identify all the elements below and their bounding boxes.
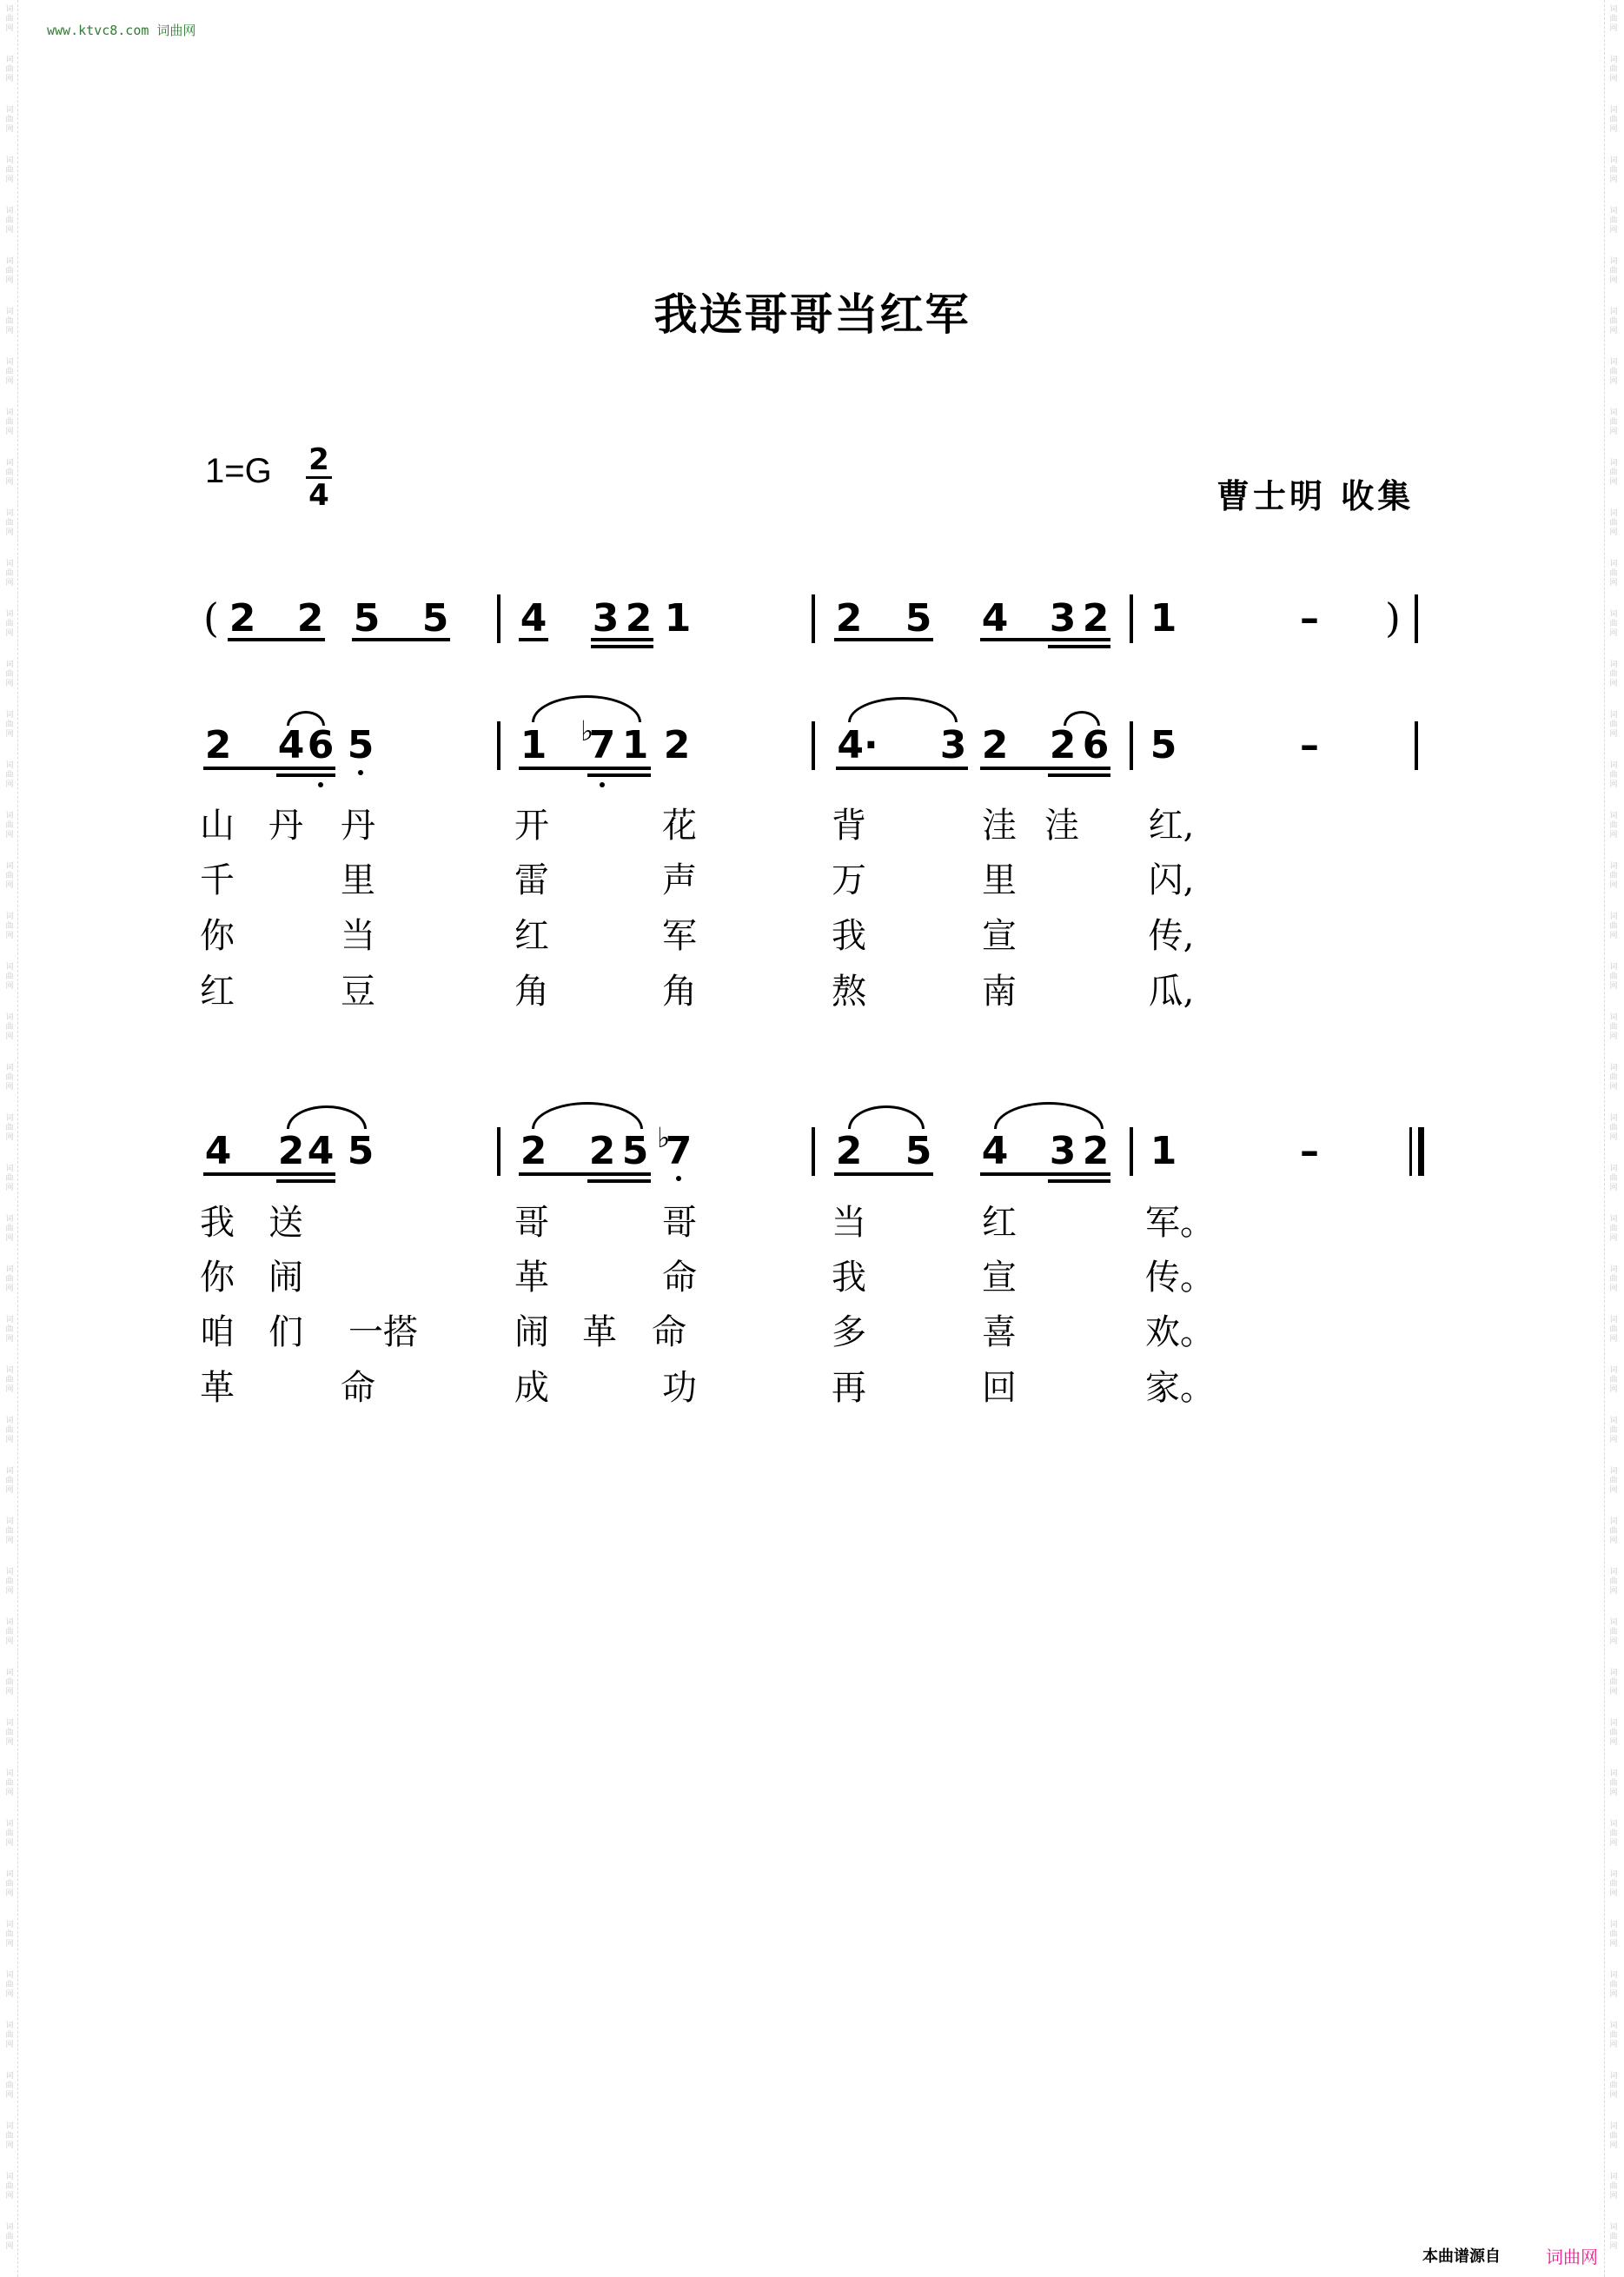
- watermark-text: 词 曲 网: [5, 711, 14, 739]
- lyric: 里: [341, 860, 375, 900]
- note: 4: [307, 1129, 335, 1173]
- watermark-text: 词 曲 网: [1609, 1467, 1618, 1495]
- barline: [497, 594, 500, 643]
- watermark-text: 词 曲 网: [5, 1568, 14, 1596]
- note: 2: [835, 596, 863, 641]
- final-barline-thick: [1418, 1127, 1424, 1176]
- watermark-text: 词 曲 网: [1609, 2122, 1618, 2150]
- watermark-text: 词 曲 网: [5, 761, 14, 789]
- watermark-text: 词 曲 网: [5, 2173, 14, 2201]
- time-bottom: 4: [308, 478, 329, 513]
- watermark-text: 词 曲 网: [5, 1870, 14, 1898]
- watermark-text: 词 曲 网: [5, 459, 14, 487]
- watermark-text: 词 曲 网: [5, 1517, 14, 1545]
- lyric: 再: [832, 1368, 866, 1408]
- lyric: 命: [341, 1368, 375, 1408]
- lyric: 传,: [1148, 916, 1195, 956]
- note: –: [1300, 1129, 1319, 1173]
- watermark-text: 词 曲 网: [5, 1467, 14, 1495]
- lyric: 丹: [341, 806, 375, 846]
- watermark-text: 词 曲 网: [1609, 1215, 1618, 1243]
- open-paren: (: [203, 594, 219, 641]
- barline: [1130, 1127, 1133, 1176]
- lyric: 我: [832, 916, 866, 956]
- watermark-text: 词 曲 网: [1609, 1114, 1618, 1142]
- watermark-text: 词 曲 网: [1609, 106, 1618, 134]
- underline: [1048, 1179, 1110, 1183]
- lyric: 里: [982, 860, 1017, 900]
- lower-octave-dot: [676, 1176, 681, 1181]
- lyric: 回: [982, 1368, 1017, 1408]
- lyric: 成: [514, 1368, 549, 1408]
- watermark-text: 词 曲 网: [1609, 2072, 1618, 2100]
- watermark-text: 词 曲 网: [5, 560, 14, 588]
- tie: [532, 695, 641, 722]
- lyric: 当: [341, 916, 375, 956]
- note: 5: [347, 723, 375, 767]
- lyric: 闹: [514, 1312, 549, 1352]
- watermark-text: 词 曲 网: [5, 509, 14, 537]
- watermark-text: 词 曲 网: [1609, 1366, 1618, 1394]
- watermark-text: 词 曲 网: [1609, 56, 1618, 83]
- watermark-text: 词 曲 网: [5, 308, 14, 335]
- note: 3: [1049, 596, 1077, 641]
- lyric: 哥: [514, 1203, 549, 1243]
- watermark-text: 词 曲 网: [1609, 711, 1618, 739]
- time-signature: [306, 442, 332, 513]
- underline: [587, 1179, 651, 1183]
- underline: [980, 1172, 1110, 1176]
- flat-sign: ♭: [580, 714, 594, 747]
- lyric: 功: [662, 1368, 697, 1408]
- lyric: 军: [662, 916, 697, 956]
- note: 3: [1049, 1129, 1077, 1173]
- watermark-text: 词 曲 网: [5, 1265, 14, 1293]
- lyric: 角: [662, 972, 697, 1012]
- lyric: 命: [662, 1258, 697, 1298]
- watermark-text: 词 曲 网: [1609, 308, 1618, 335]
- lyric: 红,: [1148, 806, 1195, 846]
- lyric: 红: [200, 972, 235, 1012]
- underline: [519, 767, 651, 770]
- note: 5: [621, 1129, 649, 1173]
- note: 1: [520, 723, 547, 767]
- note: 4: [981, 596, 1009, 641]
- watermark-text: 词 曲 网: [1609, 610, 1618, 638]
- underline: [276, 1179, 335, 1183]
- watermark-text: 词 曲 网: [5, 862, 14, 890]
- watermark-text: 词 曲 网: [5, 610, 14, 638]
- watermark-text: 词 曲 网: [5, 1165, 14, 1192]
- footer-source-label: 本曲谱源自: [1422, 2247, 1501, 2266]
- underline: [352, 638, 450, 641]
- note: 4·: [837, 723, 878, 767]
- watermark-text: 词 曲 网: [1609, 156, 1618, 184]
- collector-credit: 曹士明 收集: [1216, 477, 1415, 515]
- underline: [980, 767, 1110, 770]
- watermark-text: 词 曲 网: [5, 1921, 14, 1948]
- watermark-text: 词 曲 网: [5, 1971, 14, 1999]
- barline: [812, 1127, 815, 1176]
- lyric: 送: [268, 1203, 303, 1243]
- song-title: 我送哥哥当红军: [653, 289, 971, 340]
- lyric: 千: [200, 860, 235, 900]
- barline: [1130, 594, 1133, 643]
- watermark-text: 词 曲 网: [5, 1417, 14, 1444]
- watermark-text: 词 曲 网: [1609, 2173, 1618, 2201]
- note: 5: [353, 596, 381, 641]
- underline: [519, 1172, 651, 1176]
- watermark-text: 词 曲 网: [1609, 358, 1618, 386]
- lyric: 咱: [200, 1312, 235, 1352]
- watermark-text: 词 曲 网: [1609, 1064, 1618, 1092]
- note: 2: [1082, 1129, 1110, 1173]
- note: 2: [663, 723, 691, 767]
- watermark-text: 词 曲 网: [5, 1316, 14, 1344]
- site-header[interactable]: www.ktvc8.com 词曲网: [47, 23, 196, 38]
- note: 3: [939, 723, 967, 767]
- note: –: [1300, 596, 1319, 641]
- watermark-text: 词 曲 网: [5, 408, 14, 436]
- note: 2: [204, 723, 232, 767]
- watermark-text: 词 曲 网: [1609, 408, 1618, 436]
- note: 4: [204, 1129, 232, 1173]
- footer-site-link[interactable]: 词曲网: [1546, 2247, 1598, 2267]
- lyric: 我: [200, 1203, 235, 1243]
- note: 5: [905, 596, 932, 641]
- underline: [203, 1172, 335, 1176]
- lyric: 一搭: [348, 1312, 418, 1352]
- watermark-text: 词 曲 网: [5, 207, 14, 235]
- lyric: 雷: [514, 860, 549, 900]
- tie: [287, 1105, 367, 1129]
- watermark-text: 词 曲 网: [5, 358, 14, 386]
- watermark-text: 词 曲 网: [1609, 1417, 1618, 1444]
- note: 1: [664, 596, 692, 641]
- watermark-text: 词 曲 网: [1609, 661, 1618, 688]
- note: 6: [1082, 723, 1110, 767]
- lyric: 洼: [1044, 806, 1079, 846]
- watermark-text: 词 曲 网: [5, 2223, 14, 2251]
- watermark-text: 词 曲 网: [1609, 1316, 1618, 1344]
- lyric: 背: [832, 806, 866, 846]
- watermark-text: 词 曲 网: [1609, 459, 1618, 487]
- note: 1: [1150, 1129, 1177, 1173]
- watermark-text: 词 曲 网: [1609, 2021, 1618, 2049]
- watermark-text: 词 曲 网: [1609, 1769, 1618, 1797]
- watermark-text: 词 曲 网: [1609, 1870, 1618, 1898]
- tie: [532, 1102, 643, 1129]
- barline: [497, 721, 500, 770]
- watermark-text: 词 曲 网: [1609, 1719, 1618, 1747]
- lyric: 豆: [341, 972, 375, 1012]
- watermark-text: 词 曲 网: [5, 1769, 14, 1797]
- lyric: 革: [582, 1312, 617, 1352]
- watermark-text: 词 曲 网: [5, 56, 14, 83]
- lyric: 你: [200, 1258, 235, 1298]
- tie: [848, 1105, 925, 1129]
- lyric: 红: [982, 1203, 1017, 1243]
- lyric: 你: [200, 916, 235, 956]
- underline: [276, 773, 335, 777]
- watermark-text: 词 曲 网: [1609, 2223, 1618, 2251]
- lyric: 传。: [1145, 1258, 1215, 1298]
- watermark-text: 词 曲 网: [5, 5, 14, 33]
- watermark-text: 词 曲 网: [5, 963, 14, 991]
- barline: [1415, 594, 1418, 643]
- watermark-text: 词 曲 网: [5, 1215, 14, 1243]
- watermark-text: 词 曲 网: [5, 1618, 14, 1646]
- underline: [591, 645, 653, 648]
- tie: [287, 711, 325, 726]
- lyric: 声: [662, 860, 697, 900]
- underline: [587, 773, 651, 777]
- watermark-text: 词 曲 网: [5, 812, 14, 840]
- underline: [203, 767, 335, 770]
- underline: [228, 638, 325, 641]
- tie: [848, 697, 958, 722]
- watermark-text: 词 曲 网: [1609, 862, 1618, 890]
- underline: [834, 638, 933, 641]
- watermark-text: 词 曲 网: [1609, 761, 1618, 789]
- lyric: 们: [268, 1312, 303, 1352]
- lyric: 喜: [982, 1312, 1017, 1352]
- lyric: 命: [652, 1312, 686, 1352]
- tie: [1064, 711, 1100, 726]
- watermark-text: 词 曲 网: [1609, 509, 1618, 537]
- barline: [1415, 721, 1418, 770]
- watermark-text: 词 曲 网: [5, 106, 14, 134]
- lyric: 熬: [832, 972, 866, 1012]
- lyric: 红: [514, 916, 549, 956]
- lyric: 军。: [1145, 1203, 1215, 1243]
- watermark-text: 词 曲 网: [5, 2021, 14, 2049]
- watermark-text: 词 曲 网: [5, 1366, 14, 1394]
- underline: [1048, 773, 1110, 777]
- lyric: 洼: [982, 806, 1017, 846]
- note: –: [1300, 723, 1319, 767]
- barline: [497, 1127, 500, 1176]
- watermark-text: 词 曲 网: [1609, 1669, 1618, 1696]
- watermark-text: 词 曲 网: [1609, 1165, 1618, 1192]
- lyric: 哥: [662, 1203, 697, 1243]
- lower-octave-dot: [318, 782, 323, 787]
- tie: [994, 1102, 1104, 1129]
- watermark-text: 词 曲 网: [1609, 1568, 1618, 1596]
- time-top: 2: [308, 442, 329, 477]
- watermark-text: 词 曲 网: [1609, 207, 1618, 235]
- barline: [1130, 721, 1133, 770]
- barline: [812, 721, 815, 770]
- note: 5: [347, 1129, 375, 1173]
- lyric: 我: [832, 1258, 866, 1298]
- lyric: 革: [514, 1258, 549, 1298]
- watermark-text: 词 曲 网: [5, 2122, 14, 2150]
- barline: [812, 594, 815, 643]
- lyric: 角: [514, 972, 549, 1012]
- underline: [1048, 645, 1110, 648]
- note: 5: [421, 596, 449, 641]
- note: 2: [229, 596, 256, 641]
- note: 2: [520, 1129, 547, 1173]
- lower-octave-dot: [358, 770, 363, 775]
- lyric: 欢。: [1145, 1312, 1215, 1352]
- close-paren: ): [1385, 594, 1401, 641]
- watermark-text: 词 曲 网: [1609, 1921, 1618, 1948]
- lyric: 家。: [1145, 1368, 1215, 1408]
- watermark-text: 词 曲 网: [1609, 1618, 1618, 1646]
- note: 4: [520, 596, 547, 641]
- note: 5: [905, 1129, 932, 1173]
- watermark-text: 词 曲 网: [5, 913, 14, 940]
- watermark-text: 词 曲 网: [1609, 257, 1618, 285]
- lyric: 当: [832, 1203, 866, 1243]
- note: 2: [588, 1129, 616, 1173]
- watermark-text: 词 曲 网: [1609, 1517, 1618, 1545]
- note: 2: [296, 596, 324, 641]
- watermark-text: 词 曲 网: [5, 661, 14, 688]
- lyric: 万: [832, 860, 866, 900]
- note: 1: [1150, 596, 1177, 641]
- lower-octave-dot: [600, 782, 605, 787]
- underline: [836, 767, 968, 770]
- lyric: 山: [200, 806, 235, 846]
- underline: [519, 638, 548, 641]
- lyric: 花: [662, 806, 697, 846]
- watermark-text: 词 曲 网: [5, 1820, 14, 1848]
- watermark-text: 词 曲 网: [5, 156, 14, 184]
- watermark-text: 词 曲 网: [5, 1013, 14, 1041]
- note: 4: [277, 723, 305, 767]
- note: 6: [307, 723, 335, 767]
- lyric: 宣: [982, 916, 1017, 956]
- watermark-text: 词 曲 网: [5, 1114, 14, 1142]
- lyric: 开: [514, 806, 549, 846]
- watermark-text: 词 曲 网: [1609, 1265, 1618, 1293]
- watermark-text: 词 曲 网: [1609, 963, 1618, 991]
- lyric: 闹: [268, 1258, 303, 1298]
- watermark-text: 词 曲 网: [5, 1669, 14, 1696]
- watermark-text: 词 曲 网: [1609, 1013, 1618, 1041]
- underline: [834, 1172, 933, 1176]
- watermark-text: 词 曲 网: [1609, 1820, 1618, 1848]
- underline: [591, 638, 653, 641]
- note: 5: [1150, 723, 1177, 767]
- note: 2: [1082, 596, 1110, 641]
- lyric: 南: [982, 972, 1017, 1012]
- final-barline-thin: [1409, 1127, 1412, 1176]
- note: 3: [592, 596, 620, 641]
- watermark-text: 词 曲 网: [5, 1719, 14, 1747]
- note: 2: [835, 1129, 863, 1173]
- note: 2: [625, 596, 653, 641]
- note: 2: [1049, 723, 1077, 767]
- lyric: 革: [200, 1368, 235, 1408]
- watermark-text: 词 曲 网: [1609, 812, 1618, 840]
- note: 1: [621, 723, 649, 767]
- watermark-text: 词 曲 网: [1609, 560, 1618, 588]
- key-signature: 1=G: [205, 452, 272, 490]
- note: 2: [981, 723, 1009, 767]
- watermark-text: 词 曲 网: [5, 257, 14, 285]
- lyric: 宣: [982, 1258, 1017, 1298]
- lyric: 瓜,: [1148, 972, 1195, 1012]
- watermark-text: 词 曲 网: [1609, 913, 1618, 940]
- lyric: 丹: [268, 806, 303, 846]
- note: 7: [665, 1129, 693, 1173]
- watermark-text: 词 曲 网: [1609, 1971, 1618, 1999]
- flat-sign: ♭: [657, 1121, 671, 1154]
- lyric: 多: [832, 1312, 866, 1352]
- lyric: 闪,: [1148, 860, 1195, 900]
- watermark-text: 词 曲 网: [5, 2072, 14, 2100]
- note: 7: [588, 723, 616, 767]
- watermark-text: 词 曲 网: [5, 1064, 14, 1092]
- note: 4: [981, 1129, 1009, 1173]
- watermark-text: 词 曲 网: [1609, 5, 1618, 33]
- underline: [980, 638, 1110, 641]
- note: 2: [277, 1129, 305, 1173]
